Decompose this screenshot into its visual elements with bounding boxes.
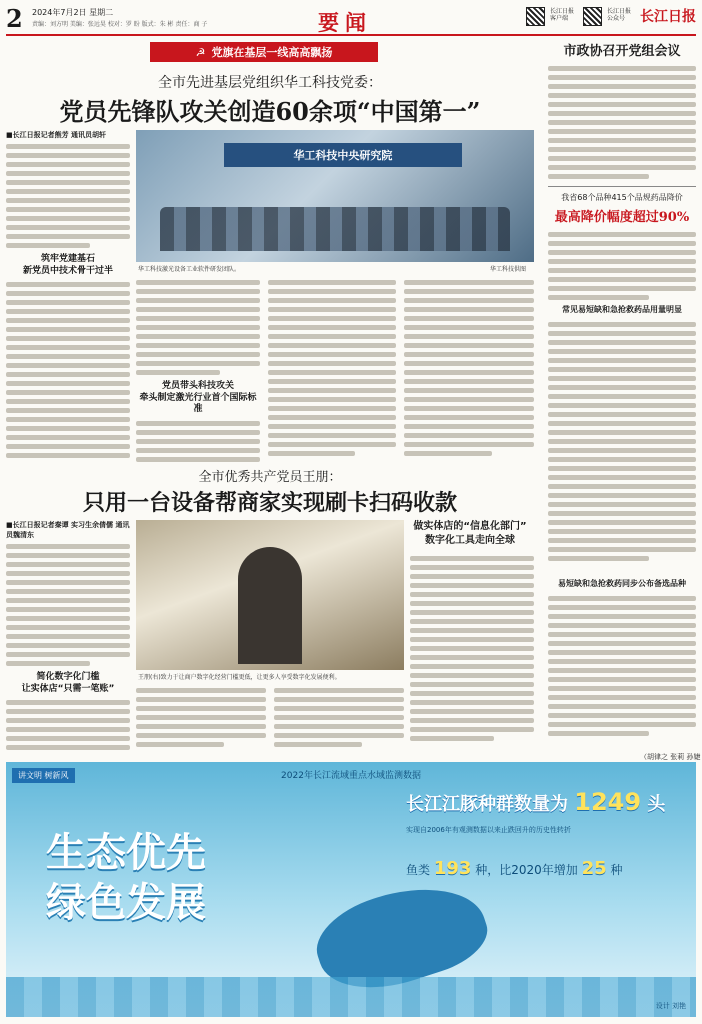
right-article-2b (548, 318, 696, 574)
right-article-1 (548, 62, 696, 180)
qr-label: 长江日报公众号 (607, 8, 632, 22)
page-header (6, 4, 696, 36)
public-service-ad (6, 762, 696, 1017)
story1-col3 (268, 276, 396, 462)
ad-top-note: 2022年长江流域重点水域监测数据 (281, 771, 421, 781)
story1-photo-caption: 华工科技激光设备工业软件研发团队。 (138, 266, 241, 273)
qr-code-icon[interactable] (526, 7, 545, 26)
issue-date: 2024年7月2日 星期二 (32, 8, 114, 17)
banner-text: 党旗在基层一线高高飘扬 (211, 46, 333, 59)
ad-porpoise-count: 长江江豚种群数量为 1249 头 (406, 788, 666, 816)
story1-deck: 全市先进基层党组织华工科技党委： (158, 75, 382, 91)
story2-photo (136, 520, 404, 670)
right-deck-2: 我省68个品种415个品规药品降价 (561, 193, 683, 202)
story2-col1 (6, 520, 130, 752)
story1-photo (136, 130, 534, 262)
story1-subhead: 党员带头科技攻关 牵头制定激光行业首个国际标准 (139, 381, 257, 415)
story1-headline[interactable]: 党员先锋队攻关创造60余项“中国第一” (59, 97, 481, 126)
story2-subhead: 简化数字化门槛 让实体店“只需一笔账” (21, 672, 115, 694)
section-title: 要闻 (318, 10, 372, 35)
party-emblem-icon: ☭ (195, 45, 206, 59)
right-article-byline: （胡律之 张莉 孙婕 (640, 753, 701, 761)
story2-col4 (410, 552, 534, 752)
divider (548, 186, 696, 187)
story2-col2 (136, 684, 266, 752)
masthead-logo: 长江日报 (640, 9, 696, 25)
ad-subtext: 实现自2006年有观测数据以来止跌回升的历史性转折 (406, 826, 571, 834)
story2-col3 (274, 684, 404, 752)
story1-subhead: 筑牢党建基石 新党员中技术骨干过半 (22, 254, 113, 276)
qr-code-icon[interactable] (583, 7, 602, 26)
right-subhead: 易短缺和急抢救药同步公布备选品种 (558, 579, 686, 588)
ad-tag: 讲文明 树新风 (12, 768, 75, 783)
story1-photo-credit: 华工科技供图 (490, 266, 527, 273)
ad-fish-stats: 鱼类 193 种，比2020年增加 25 种 (406, 858, 623, 879)
story2-byline: ■长江日报记者秦谭 实习生余倩儒 通讯员魏清东 (6, 521, 130, 539)
right-headline-1[interactable]: 市政协召开党组会议 (563, 44, 681, 59)
story1-byline: ■长江日报记者熊芳 通讯员胡轩 (6, 131, 107, 139)
right-headline-2[interactable]: 最高降价幅度超过90% (554, 210, 690, 225)
story1-col1 (6, 130, 130, 462)
ad-slogan: 生态优先 绿色发展 (46, 829, 206, 926)
wave-decoration (6, 977, 696, 1017)
story2-headline[interactable]: 只用一台设备帮商家实现刷卡扫码收款 (82, 490, 457, 516)
qr-label: 长江日报客户端 (550, 8, 575, 22)
story1-col4 (404, 276, 534, 462)
story2-subhead: 做实体店的“信息化部门” 数字化工具走向全球 (413, 521, 527, 546)
story1-col2 (136, 276, 260, 462)
story2-deck: 全市优秀共产党员王朋： (198, 470, 342, 485)
story2-photo-caption: 王朋(右)致力于让商户数字化经营门槛更低，让更多人享受数字化发展便利。 (138, 674, 341, 681)
photo-signboard: 华工科技中央研究院 (224, 143, 463, 167)
editor-credits: 责编：刘方明 美编：张远昊 校对：罗 盼 版式：朱 彬 责任：商 子 (32, 21, 208, 28)
header-brand-block (526, 6, 696, 26)
column-banner (150, 42, 378, 62)
ad-design-credit: 设计 刘艳 (655, 1002, 686, 1010)
page-number: 2 (6, 4, 23, 33)
right-article-2 (548, 228, 696, 300)
right-article-2c (548, 592, 696, 750)
right-subhead: 常见易短缺和急抢救药品用量明显 (562, 305, 682, 314)
